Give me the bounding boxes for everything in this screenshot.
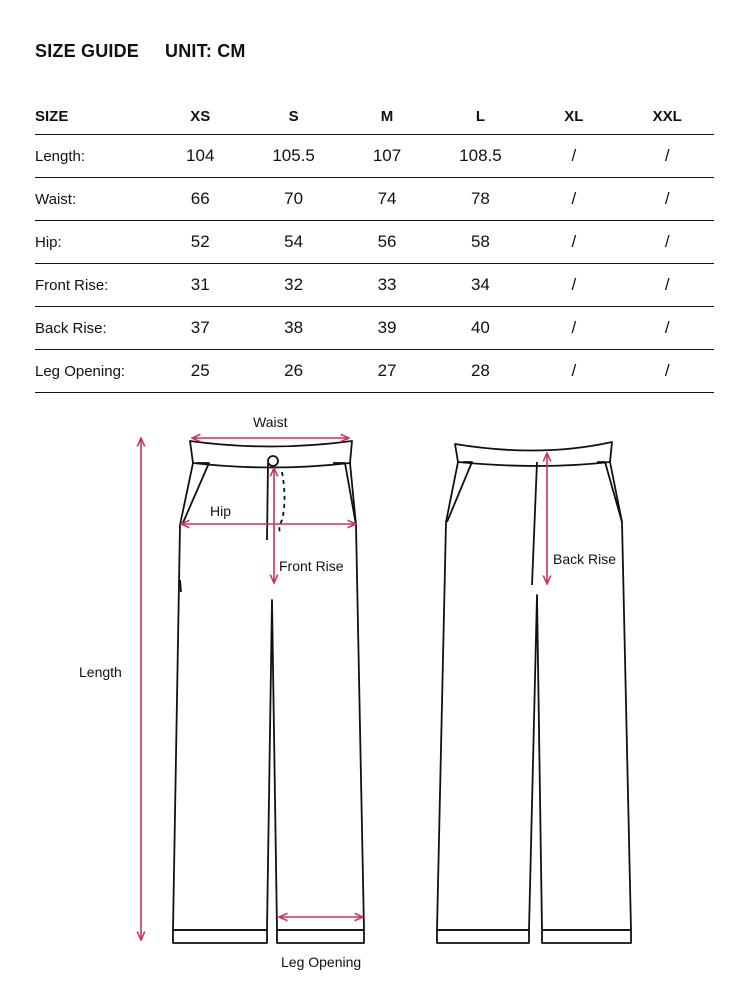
front-fly [267,463,268,540]
table-cell: 34 [470,275,490,294]
column-header: S [247,98,340,135]
table-cell: 27 [377,361,397,380]
back-pants-illustration [437,442,631,943]
button-icon [268,456,278,466]
table-cell: 52 [190,232,210,251]
table-cell: 32 [284,275,304,294]
back-rise-label: Back Rise [553,551,617,567]
table-row [35,350,714,393]
table-cell: 58 [470,232,490,251]
table-row [35,264,714,307]
leg-opening-label: Leg Opening [281,954,362,970]
back-right-pocket [597,462,622,522]
front-fly-stitch [279,472,284,532]
table-cell: 66 [190,189,210,208]
column-header: XS [154,98,247,135]
back-waistband [455,442,612,466]
table-cell: / [571,189,577,208]
table-cell: 78 [470,189,490,208]
table-cell: / [664,146,670,165]
table-cell: / [664,318,670,337]
table-cell: 28 [470,361,490,380]
table-cell: 31 [190,275,210,294]
front-left-cuff [173,930,267,943]
row-label: Back Rise: [35,319,107,337]
row-label: Front Rise: [35,276,109,294]
front-inseam-left [180,580,181,592]
table-cell: 74 [377,189,397,208]
table-row [35,178,714,221]
table-cell: 26 [284,361,304,380]
length-label: Length [79,664,122,680]
pants-measurement-diagram [0,400,750,1000]
back-right-cuff [542,930,631,943]
back-left-cuff [437,930,529,943]
table-cell: 54 [284,232,304,251]
table-cell: 107 [372,146,402,165]
page-title: SIZE GUIDE [35,41,140,61]
table-cell: 104 [186,146,215,165]
table-cell: 56 [377,232,397,251]
table-cell: / [571,318,577,337]
table-cell: / [664,361,670,380]
table-cell: / [664,232,670,251]
front-pants-illustration [173,441,364,943]
back-left-pocket [447,462,472,522]
table-row [35,307,714,350]
table-cell: / [571,275,577,294]
size-guide-header [35,41,246,62]
table-cell: 108.5 [459,146,502,165]
back-center-seam [532,462,537,585]
hip-label: Hip [210,503,232,519]
table-row [35,135,714,178]
table-cell: / [571,232,577,251]
table-cell: 38 [284,318,304,337]
table-header-row [35,98,714,135]
table-cell: / [664,275,670,294]
column-header: XXL [621,98,714,135]
table-cell: / [571,361,577,380]
table-cell: 105.5 [272,146,315,165]
table-cell: 39 [377,318,397,337]
size-table [35,98,714,393]
waist-label: Waist [253,414,288,430]
row-label: Length: [35,147,86,165]
front-rise-label: Front Rise [279,558,344,574]
front-right-cuff [277,930,364,943]
column-header: M [340,98,433,135]
table-cell: / [571,146,577,165]
table-cell: 37 [190,318,210,337]
table-cell: 33 [377,275,397,294]
table-cell: 25 [190,361,210,380]
row-label: Waist: [35,190,77,208]
front-pants-outline [173,463,364,930]
row-label: Hip: [35,233,62,251]
table-cell: 40 [470,318,490,337]
column-header: SIZE [35,98,154,135]
column-header: L [434,98,527,135]
table-cell: 70 [284,189,304,208]
table-cell: / [664,189,670,208]
column-header: XL [527,98,620,135]
unit-label: UNIT: CM [165,41,246,61]
table-row [35,221,714,264]
row-label: Leg Opening: [35,362,126,380]
